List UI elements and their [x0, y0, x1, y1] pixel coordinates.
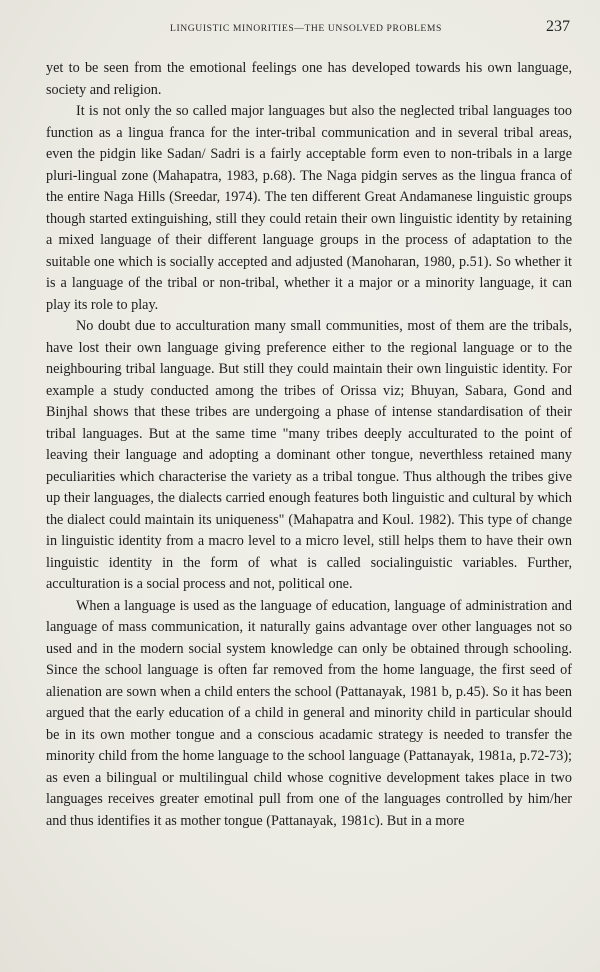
paragraph-acculturation: No doubt due to acculturation many small communities, most of them are the tribals, have lost their own language giving preference either to the regional language or to the neighbouring tribal language. But still they could maintain their own linguistic identity. For example a study conducted among the tribes of Orissa viz; Bhuyan, Sabara, Gond and Binjhal shows that these tribes are undergoing a phase of intense standardisation of their tribal languages. But at the same time "many tribes deeply acculturated to the point of leaving their language and adopting a dominant other tongue, neverthless retained many peculiarities which characterise the variety as a tribal tongue. Thus although the tribes give up their languages, the dialects carried enough features both linguistic and cultural by which the dialect could maintain its uniqueness" (Mahapatra and Koul. 1982). This type of change in linguistic identity from a macro level to a micro level, still helps them to have their own linguistic identity in the form of what is called socialinguistic variables. Further, acculturation is a social process and not, political one. [46, 318, 572, 592]
paragraph-education-language: When a language is used as the language of education, language of administration and language of mass communication, it naturally gains advantage over other languages not so used and in the modern social system knowledge can only be obtained through schooling. Since the school language is often far removed from the home language, the first seed of alienation are sown when a child enters the school (Pattanayak, 1981 b, p.45). So it has been argued that the early education of a child in general and minority child in particular should be in its own mother tongue and a conscious acadamic strategy is needed to transfer the minority child from the home language to the school language (Pattanayak, 1981a, p.72-73); as even a bilingual or multilingual child whose cognitive development takes place in two languages receives greater emotinal pull from one of the languages controlled by him/her and thus identifies it as mother tongue (Pattanayak, 1981c). But in a more [46, 597, 572, 829]
page-number: 237 [546, 18, 570, 35]
paragraph-continuation: yet to be seen from the emotional feelings one has developed towards his own language, society and religion. [46, 60, 572, 98]
body-text [46, 58, 572, 832]
paragraph-tribal-lingua-franca: It is not only the so called major languages but also the neglected tribal languages too function as a lingua franca for the inter-tribal communication and in several tribal areas, even the pidgin like Sadan/ Sadri is a fairly acceptable form even to non-tribals in a large pluri-lingual zone (Mahapatra, 1983, p.68). The Naga pidgin serves as the lingua franca of the entire Naga Hills (Sreedar, 1974). The ten different Great Andamanese linguistic groups though started extinguishing, still they could retain their own linguistic identity by retaining a mixed language of their different language groups in the process of adaptation to the suitable one which is socially accepted and adjusted (Manoharan, 1980, p.51). So whether it is a language of the tribal or non-tribal, whether it a major or a minority language, it can play its role to play. [46, 103, 572, 313]
running-title: LINGUISTIC MINORITIES—THE UNSOLVED PROBLEMS [170, 23, 442, 34]
running-head [0, 18, 600, 40]
